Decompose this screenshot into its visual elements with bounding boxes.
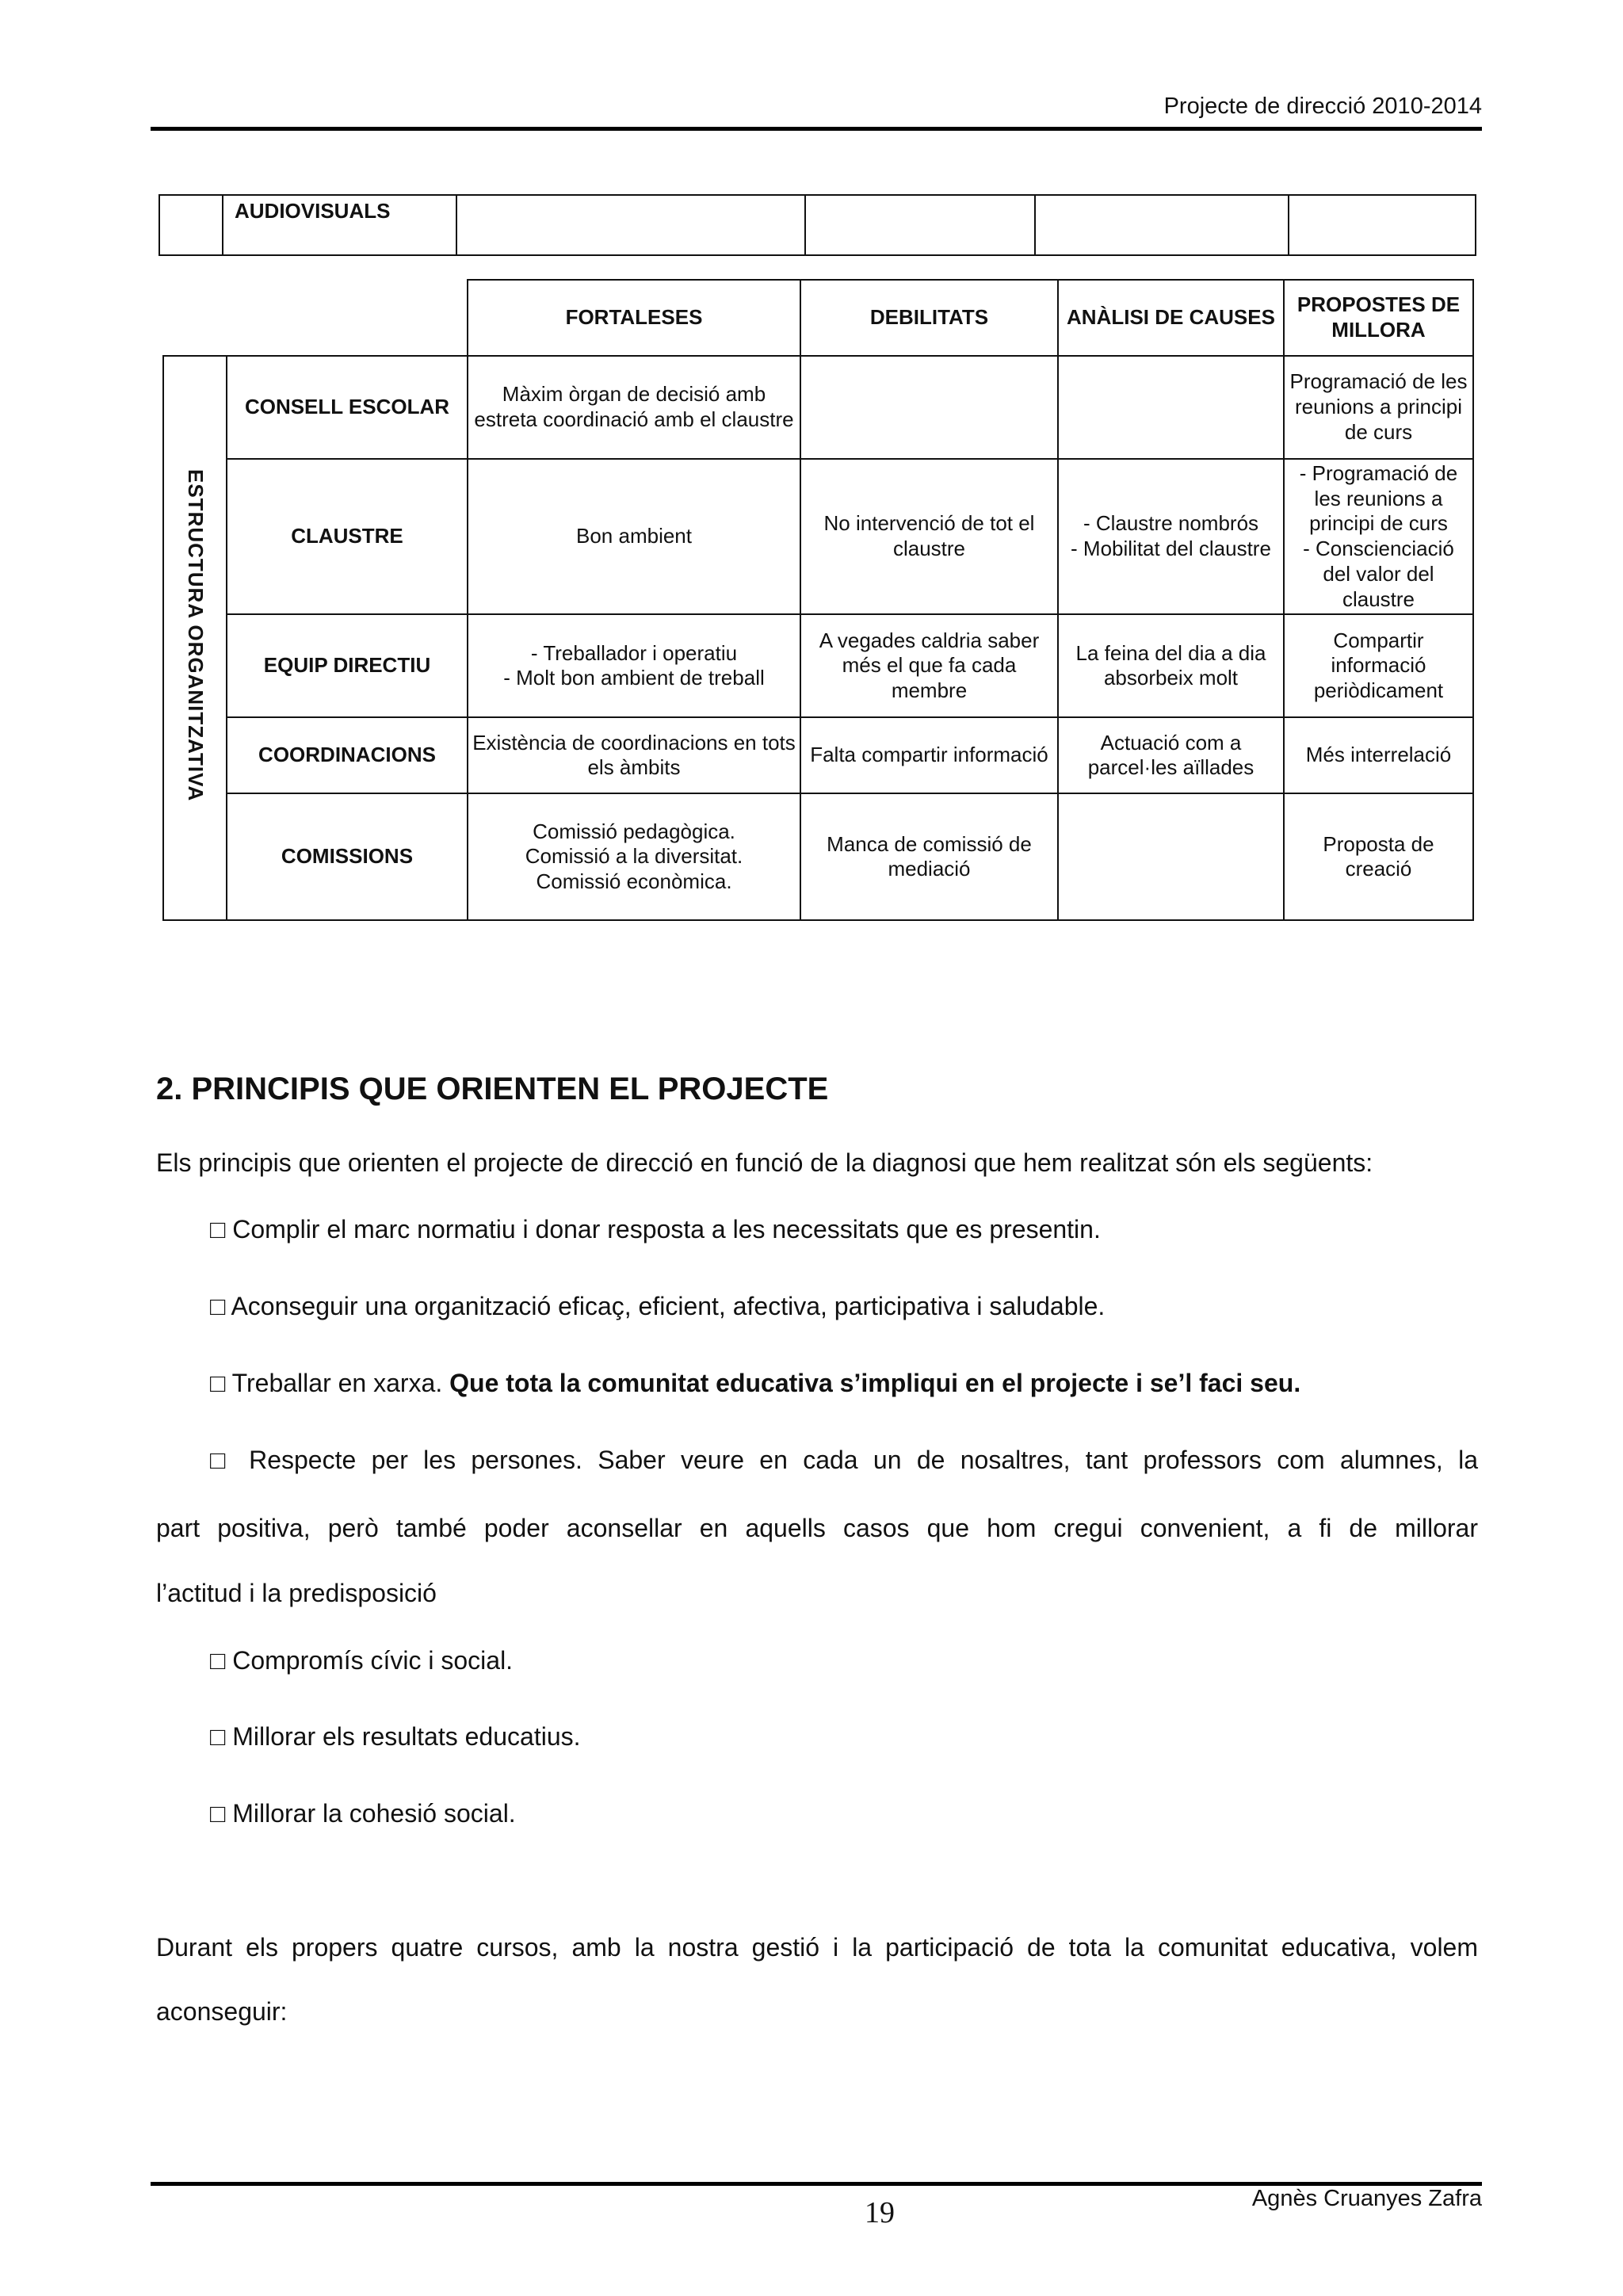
list-item-continuation: part positiva, però també poder aconsellar en aquells casos que hom cregui convenient, a fi de millorar xyxy=(156,1514,1478,1542)
table-cell xyxy=(800,356,1058,459)
table-row xyxy=(163,459,1473,614)
row-label: AUDIOVISUALS xyxy=(223,195,456,255)
table-cell: Actuació com a parcel·les aïllades xyxy=(1058,717,1284,793)
table-cell: Manca de comissió de mediació xyxy=(800,793,1058,920)
row-label: COORDINACIONS xyxy=(227,717,468,793)
list-item-continuation: l’actitud i la predisposició xyxy=(156,1579,437,1607)
bullet-glyph: □ xyxy=(210,1722,226,1751)
audiovisuals-table xyxy=(158,194,1476,256)
row-label: CLAUSTRE xyxy=(227,459,468,614)
table-cell xyxy=(1058,793,1284,920)
bullet-glyph: □ xyxy=(210,1446,234,1474)
table-row xyxy=(163,614,1473,717)
list-item-text: Treballar en xarxa. xyxy=(231,1369,450,1397)
table-cell: Compartir informació periòdicament xyxy=(1284,614,1473,717)
row-label: EQUIP DIRECTIU xyxy=(227,614,468,717)
bullet-glyph: □ xyxy=(210,1215,226,1244)
list-item-text: Millorar la cohesió social. xyxy=(232,1799,516,1828)
footer-author: Agnès Cruanyes Zafra xyxy=(1251,2186,1482,2211)
page-number: 19 xyxy=(865,2196,895,2229)
empty-cell xyxy=(456,195,805,255)
bullet-glyph: □ xyxy=(210,1369,226,1397)
list-item xyxy=(210,1722,581,1752)
header-row xyxy=(163,280,1473,356)
list-item xyxy=(210,1799,516,1828)
row-label: COMISSIONS xyxy=(227,793,468,920)
table-cell: - Treballador i operatiu - Molt bon ambient de treball xyxy=(468,614,800,717)
list-item-text: Complir el marc normatiu i donar resposta a les necessitats que es presentin. xyxy=(232,1215,1101,1244)
table-cell: Màxim òrgan de decisió amb estreta coordinació amb el claustre xyxy=(468,356,800,459)
table-cell xyxy=(1058,356,1284,459)
intro-paragraph: Els principis que orienten el projecte de direcció en funció de la diagnosi que hem realitzat són els següents: xyxy=(156,1148,1373,1177)
list-item xyxy=(210,1292,1105,1321)
list-item xyxy=(210,1369,1300,1398)
col-header: ANÀLISI DE CAUSES xyxy=(1058,280,1284,356)
table-cell: - Claustre nombrós - Mobilitat del claustre xyxy=(1058,459,1284,614)
list-item xyxy=(210,1444,1478,1477)
table-row xyxy=(163,356,1473,459)
bullet-glyph: □ xyxy=(210,1292,226,1320)
list-item-text: Millorar els resultats educatius. xyxy=(232,1722,581,1751)
side-label-cell xyxy=(163,356,227,920)
table-row xyxy=(163,717,1473,793)
empty-cell xyxy=(805,195,1035,255)
table-cell: Més interrelació xyxy=(1284,717,1473,793)
empty-cell xyxy=(1035,195,1289,255)
col-header: PROPOSTES DE MILLORA xyxy=(1284,280,1473,356)
list-item-emphasis: Que tota la comunitat educativa s’impliqui en el projecte i se’l faci seu. xyxy=(449,1369,1301,1397)
table-cell: Proposta de creació xyxy=(1284,793,1473,920)
table-cell: - Programació de les reunions a principi de curs - Conscienciació del valor del claustre xyxy=(1284,459,1473,614)
bullet-glyph: □ xyxy=(210,1646,226,1675)
table-cell: Bon ambient xyxy=(468,459,800,614)
section-title: 2. PRINCIPIS QUE ORIENTEN EL PROJECTE xyxy=(156,1072,829,1106)
list-item xyxy=(210,1215,1101,1244)
bullet-glyph: □ xyxy=(210,1799,226,1828)
list-item-text: Compromís cívic i social. xyxy=(232,1646,514,1675)
list-item xyxy=(210,1646,513,1675)
table-cell: La feina del dia a dia absorbeix molt xyxy=(1058,614,1284,717)
table-row xyxy=(163,793,1473,920)
table-cell: Programació de les reunions a principi de curs xyxy=(1284,356,1473,459)
closing-paragraph-end: aconseguir: xyxy=(156,1997,288,2026)
side-label: ESTRUCTURA ORGANITZATIVA xyxy=(183,468,208,801)
closing-paragraph: Durant els propers quatre cursos, amb la nostra gestió i la participació de tota la comunitat educativa, volem xyxy=(156,1933,1478,1962)
empty-cell xyxy=(159,195,223,255)
table-cell: No intervenció de tot el claustre xyxy=(800,459,1058,614)
table-cell: Existència de coordinacions en tots els àmbits xyxy=(468,717,800,793)
table-cell: A vegades caldria saber més el que fa cada membre xyxy=(800,614,1058,717)
table-cell: Falta compartir informació xyxy=(800,717,1058,793)
running-header: Projecte de direcció 2010-2014 xyxy=(1163,94,1482,119)
col-header: FORTALESES xyxy=(468,280,800,356)
header-rule xyxy=(151,127,1482,131)
list-item-text: Aconseguir una organització eficaç, eficient, afectiva, participativa i saludable. xyxy=(231,1292,1106,1320)
empty-cell xyxy=(1289,195,1476,255)
col-header: DEBILITATS xyxy=(800,280,1058,356)
table-cell: Comissió pedagògica. Comissió a la diversitat. Comissió econòmica. xyxy=(468,793,800,920)
dafo-table xyxy=(162,279,1474,921)
list-item-text: Respecte per les persones. Saber veure en cada un de nosaltres, tant professors com alumnes, la xyxy=(249,1446,1479,1474)
row-label: CONSELL ESCOLAR xyxy=(227,356,468,459)
